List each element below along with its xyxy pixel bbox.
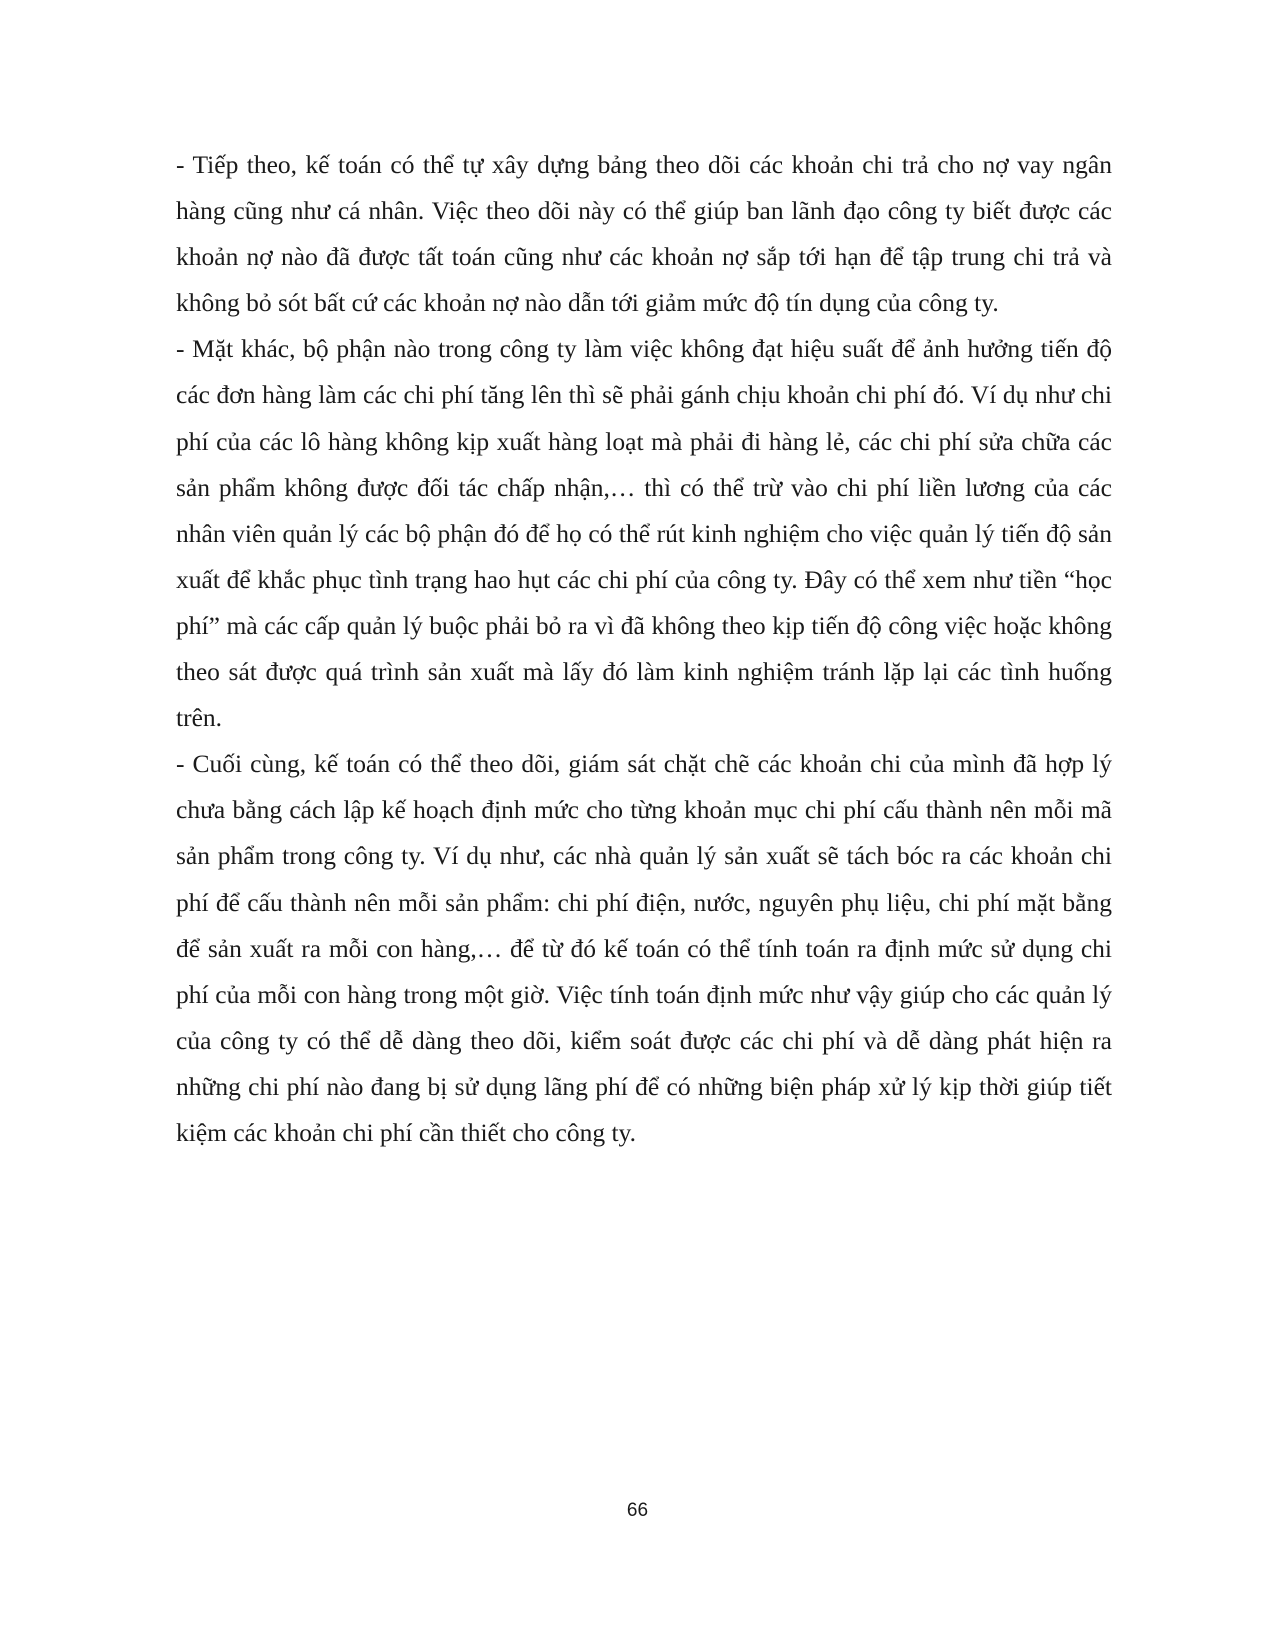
paragraph-debt-tracking: - Tiếp theo, kế toán có thể tự xây dựng bảng theo dõi các khoản chi trả cho nợ vay ngân hàng cũng như cá nhân. Việc theo dõi này có thể giúp ban lãnh đạo công ty biết được các khoản nợ nào đã được tất toán cũng như các khoản nợ sắp tới hạn để tập trung chi trả và không bỏ sót bất cứ các khoản nợ nào dẫn tới giảm mức độ tín dụng của công ty. [176,150,1112,318]
paragraph-department-costs: - Mặt khác, bộ phận nào trong công ty làm việc không đạt hiệu suất để ảnh hưởng tiến độ các đơn hàng làm các chi phí tăng lên thì sẽ phải gánh chịu khoản chi phí đó. Ví dụ như chi phí của các lô hàng không kịp xuất hàng loạt mà phải đi hàng lẻ, các chi phí sửa chữa các sản phẩm không được đối tác chấp nhận,… thì có thể trừ vào chi phí liền lương của các nhân viên quản lý các bộ phận đó để họ có thể rút kinh nghiệm cho việc quản lý tiến độ sản xuất để khắc phục tình trạng hao hụt các chi phí của công ty. Đây có thể xem như tiền “học phí” mà các cấp quản lý buộc phải bỏ ra vì đã không theo kịp tiến độ công việc hoặc không theo sát được quá trình sản xuất mà lấy đó làm kinh nghiệm tránh lặp lại các tình huống trên. [176,334,1112,733]
paragraph-cost-norms: - Cuối cùng, kế toán có thể theo dõi, giám sát chặt chẽ các khoản chi của mình đã hợp lý chưa bằng cách lập kế hoạch định mức cho từng khoản mục chi phí cấu thành nên mỗi mã sản phẩm trong công ty. Ví dụ như, các nhà quản lý sản xuất sẽ tách bóc ra các khoản chi phí để cấu thành nên mỗi sản phẩm: chi phí điện, nước, nguyên phụ liệu, chi phí mặt bằng để sản xuất ra mỗi con hàng,… để từ đó kế toán có thể tính toán ra định mức sử dụng chi phí của mỗi con hàng trong một giờ. Việc tính toán định mức như vậy giúp cho các quản lý của công ty có thể dễ dàng theo dõi, kiểm soát được các chi phí và dễ dàng phát hiện ra những chi phí nào đang bị sử dụng lãng phí để có những biện pháp xử lý kịp thời giúp tiết kiệm các khoản chi phí cần thiết cho công ty. [176,749,1112,1147]
page-number: 66 [626,1500,649,1521]
document-body [176,142,1112,1156]
